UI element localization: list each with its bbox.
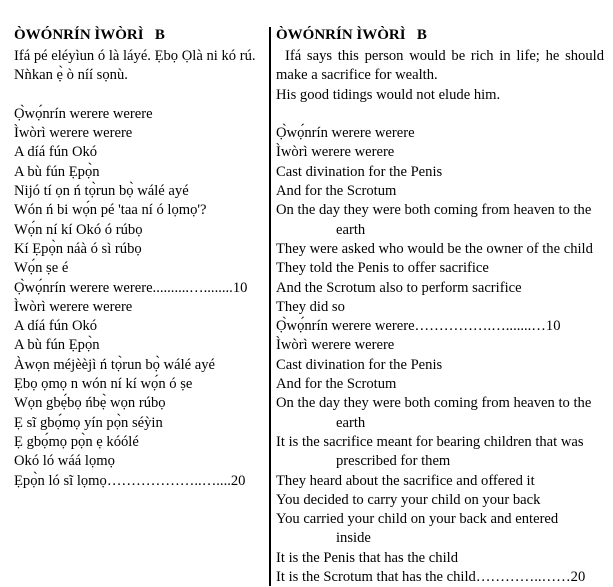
verse-line: They told the Penis to offer sacrifice [276,260,489,277]
right-intro-line: Ifá says this person would be rich in life; he should make a sacrifice for wealth. [276,48,604,84]
verse-line: earth [336,414,366,431]
verse-line: Ẹ sĩ gbọ́mọ yín pọ̀n séỳin [14,414,163,431]
verse-line: Ẹ gbọ́mọ pọ̀n ẹ kóólé [14,433,139,450]
verse-line: Okó ló wáá lọmọ [14,453,115,470]
verse-line: Wọ́n ṣe é [14,260,69,277]
verse-line: Wọ́n ní kí Okó ó rúbọ [14,221,143,238]
left-intro-line: Ifá pé eléyìun ó là láyé. Ẹbọ Ọlà ni kó rú. [14,48,256,64]
verse-line: Kí Ẹpọ̀n náà ó sì rúbọ [14,240,142,257]
left-column [14,26,262,491]
verse-line: Ìwòrì werere werere [14,125,133,142]
verse-line: Ìwòrì werere werere [14,298,133,315]
verse-line: Ọ̀wọ́nrín werere werere [14,105,153,122]
verse-line: inside [336,530,371,547]
verse-line: You decided to carry your child on your back [276,491,541,508]
verse-line: They did so [276,298,345,315]
right-column-intro [276,47,604,105]
verse-line: Ọ̀wọ́nrín werere werere..........…........10 [14,279,248,296]
left-intro-line: Nǹkan ẹ̀ ò níí sọnù. [14,67,128,84]
verse-line: Wọn gbẹ́bọ ńbẹ̀ wọn rúbọ [14,395,166,412]
verse-line: A bù fún Ẹpọ̀n [14,163,100,180]
verse-line: A díá fún Okó [14,144,98,161]
verse-line: prescribed for them [336,453,451,470]
verse-line: On the day they were both coming from heaven to the [276,202,592,219]
verse-line: It is the sacrifice meant for bearing children that was [276,433,584,450]
verse-line: On the day they were both coming from heaven to the [276,395,592,412]
verse-line: You carried your child on your back and entered [276,511,559,528]
verse-line: It is the Penis that has the child [276,549,458,566]
verse-line: Wón ń bi wọ́n pé 'taa ní ó lọmọ'? [14,202,207,219]
verse-line: Cast divination for the Penis [276,356,443,373]
right-column [276,26,604,587]
column-divider [269,27,271,586]
verse-line: They were asked who would be the owner of the child [276,240,593,257]
verse-line: A díá fún Okó [14,318,98,335]
verse-line: Àwọn méjèèjì ń tọ̀run bọ̀ wálé ayé [14,356,216,373]
verse-line: Nijó tí ọn ń tọ̀run bọ̀ wálé ayé [14,183,189,200]
verse-line: And for the Scrotum [276,376,397,393]
right-intro-line: His good tidings would not elude him. [276,86,501,103]
verse-line: earth [336,221,366,238]
verse-line: Ẹpọ̀n ló sĩ lọmọ………………..…....20 [14,472,246,489]
left-column-heading: ÒWÓNRÍN ÌWÒRÌ B [14,27,165,43]
verse-line: Ọ̀wọ́nrín werere werere…………….….......…10 [276,318,561,335]
verse-line: And for the Scrotum [276,183,397,200]
verse-line: It is the Scrotum that has the child…………..……20 [276,569,586,586]
verse-line: Ìwòrì werere werere [276,144,395,161]
verse-line: Cast divination for the Penis [276,163,443,180]
verse-line: Ọ̀wọ́nrín werere werere [276,125,415,142]
verse-line: And the Scrotum also to perform sacrifice [276,279,522,296]
left-verse-list [14,105,262,491]
right-column-heading: ÒWÓNRÍN ÌWÒRÌ B [276,27,427,43]
verse-line: Ìwòrì werere werere [276,337,395,354]
verse-line: A bù fún Ẹpọ̀n [14,337,100,354]
verse-line: Ẹbọ ọmọ n wón ní kí wọ́n ó ṣe [14,376,193,393]
left-column-intro [14,47,262,86]
right-verse-list [276,124,604,587]
verse-line: They heard about the sacrifice and offered it [276,472,535,489]
